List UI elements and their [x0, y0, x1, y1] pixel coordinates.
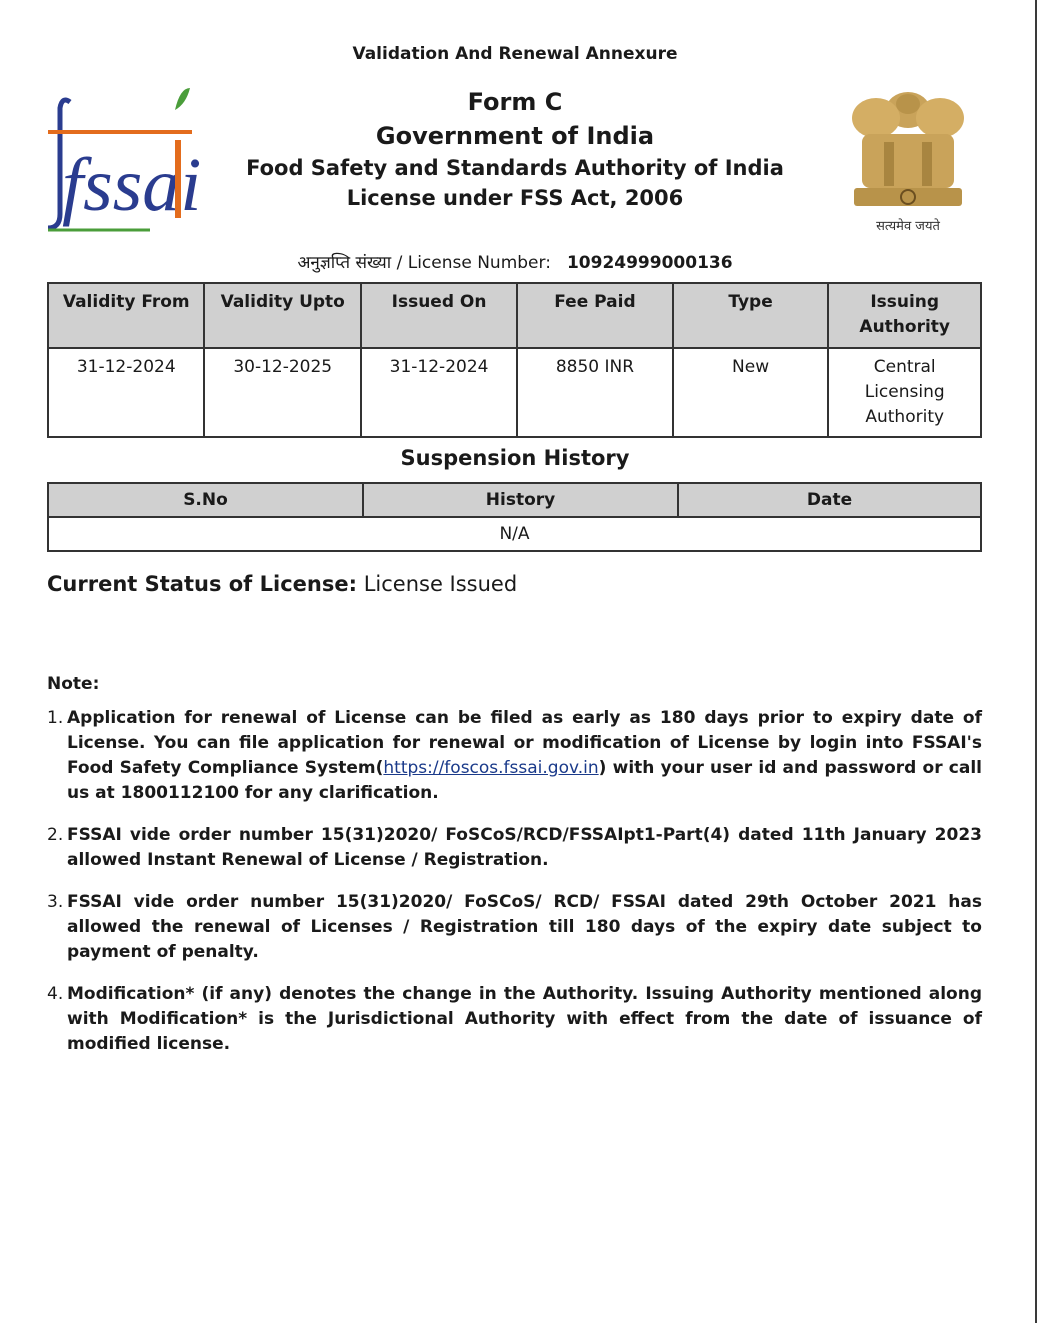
header-type: Type — [673, 283, 829, 348]
list-item — [47, 890, 982, 965]
table-row — [48, 517, 981, 551]
license-number: 10924999000136 — [566, 253, 733, 273]
table-header-row — [48, 483, 981, 517]
table-header-row — [48, 283, 981, 348]
header-issued-on: Issued On — [361, 283, 517, 348]
header-fee-paid: Fee Paid — [517, 283, 673, 348]
list-item — [47, 982, 982, 1057]
header-sno: S.No — [48, 483, 363, 517]
note-number: 4. — [47, 984, 64, 1004]
cell-na: N/A — [48, 517, 981, 551]
act-title: License under FSS Act, 2006 — [346, 186, 684, 210]
suspension-table — [47, 482, 982, 552]
note-text: FSSAI vide order number 15(31)2020/ FoSCoS/ RCD/ FSSAI dated 29th October 2021 has allowed the renewal of Licenses / Registration till 180 days of the expiry date subject to payment of penalty. — [67, 892, 982, 962]
form-title: Form C — [467, 88, 563, 116]
note-text: FSSAI vide order number 15(31)2020/ FoSCoS/RCD/FSSAIpt1-Part(4) dated 11th January 2023 allowed Instant Renewal of License / Registration. — [67, 825, 982, 870]
note-text: Application for renewal of License can be filed as early as 180 days prior to expiry date of License. You can file application for renewal or modification of License by login into FSSAI's Food Safety Compliance System(https://foscos.fssai.gov.in) with your user id and password or call us at 1800112100 for any clarification. — [67, 708, 982, 803]
suspension-history-title: Suspension History — [400, 446, 630, 470]
header-history: History — [363, 483, 678, 517]
validity-table — [47, 282, 982, 438]
status-value: License Issued — [363, 572, 518, 596]
note-number: 1. — [47, 708, 64, 728]
status-label: Current Status of License: — [47, 572, 357, 596]
note-number: 3. — [47, 892, 64, 912]
notes-list — [47, 706, 982, 1074]
license-number-line — [0, 250, 1030, 273]
list-item — [47, 706, 982, 806]
foscos-link[interactable]: https://foscos.fssai.gov.in — [383, 758, 599, 778]
header-issuing-authority: Issuing Authority — [828, 283, 981, 348]
current-status — [47, 572, 517, 596]
government-title: Government of India — [375, 122, 655, 150]
note-number: 2. — [47, 825, 64, 845]
cell-issuing-authority: Central Licensing Authority — [828, 348, 981, 437]
annexure-title: Validation And Renewal Annexure — [352, 44, 678, 64]
svg-text:fssai: fssai — [62, 143, 200, 227]
svg-text:सत्यमेव जयते: सत्यमेव जयते — [876, 219, 940, 234]
cell-validity-upto: 30-12-2025 — [204, 348, 360, 437]
header-validity-upto: Validity Upto — [204, 283, 360, 348]
table-row — [48, 348, 981, 437]
authority-title: Food Safety and Standards Authority of India — [246, 156, 784, 180]
list-item — [47, 823, 982, 873]
header-validity-from: Validity From — [48, 283, 204, 348]
header-date: Date — [678, 483, 981, 517]
national-emblem — [832, 82, 984, 237]
license-number-label: अनुज्ञप्ति संख्या / License Number: — [297, 253, 551, 273]
cell-validity-from: 31-12-2024 — [48, 348, 204, 437]
cell-issued-on: 31-12-2024 — [361, 348, 517, 437]
page-edge — [1035, 0, 1037, 1323]
cell-type: New — [673, 348, 829, 437]
note-label: Note: — [47, 674, 100, 694]
note-text: Modification* (if any) denotes the change in the Authority. Issuing Authority mentioned along with Modification* is the Jurisdictional Authority with effect from the date of issuance of modified license. — [67, 984, 982, 1054]
cell-fee-paid: 8850 INR — [517, 348, 673, 437]
